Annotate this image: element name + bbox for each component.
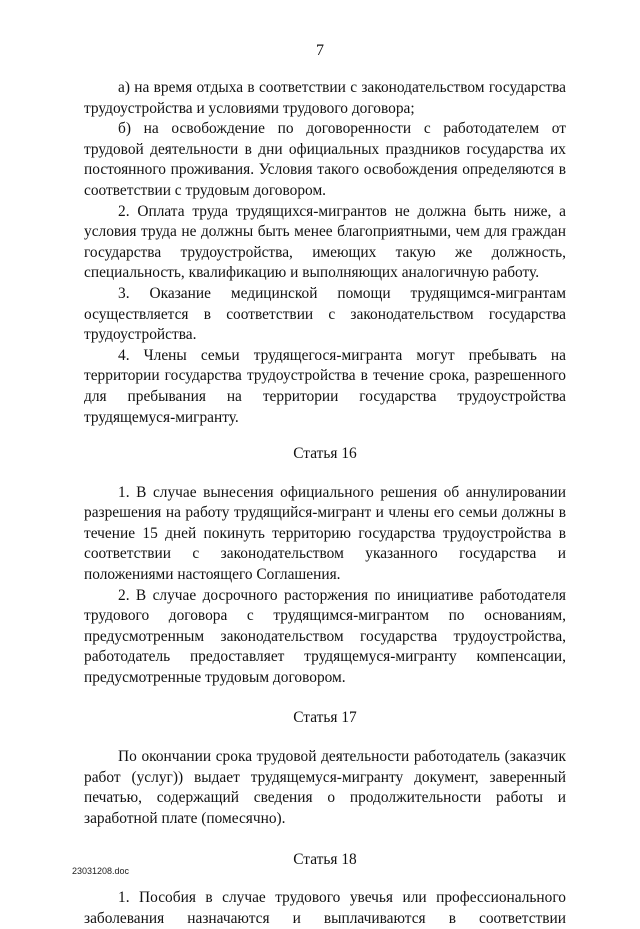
paragraph-a: а) на время отдыха в соответствии с законодательством государства трудоустройства и условиями трудового договора;	[84, 79, 566, 117]
article-17-paragraph-1: По окончании срока трудовой деятельности работодатель (заказчик работ (услуг)) выдает трудящемуся-мигранту документ, заверенный печатью, содержащий сведения о продолжительности работы и заработной плате (помесячно).	[84, 748, 566, 827]
footer-filename: 23031208.doc	[72, 866, 130, 876]
article-18-heading: Статья 18	[293, 850, 357, 868]
paragraph-3: 3. Оказание медицинской помощи трудящимся-мигрантам осуществляется в соответствии с законодательством государства трудоустройства.	[84, 284, 566, 344]
article-17-heading: Статья 17	[293, 708, 357, 726]
page-number: 7	[316, 42, 324, 59]
article-16-paragraph-1: 1. В случае вынесения официального решения об аннулировании разрешения на работу трудящийся-мигрант и члены его семьи должны в течение 15 дней покинуть территорию государства трудоустройства в соответствии с законодательством указанного государства и положениями настоящего Соглашения.	[84, 483, 566, 584]
paragraph-2: 2. Оплата труда трудящихся-мигрантов не должна быть ниже, а условия труда не должны быть менее благоприятными, чем для граждан государства трудоустройства, имеющих такую же должность, специальность, квалификацию и выполняющих аналогичную работу.	[84, 202, 566, 282]
document-body	[84, 78, 566, 929]
article-18-paragraph-1: 1. Пособия в случае трудового увечья или профессионального заболевания назначаются и выплачиваются в соответствии	[84, 889, 566, 927]
article-16-heading: Статья 16	[293, 445, 357, 463]
article-16-paragraph-2: 2. В случае досрочного расторжения по инициативе работодателя трудового договора с трудящимся-мигрантом по основаниям, предусмотренным законодательством государства трудоустройства, работодатель предоставляет трудящемуся-мигранту компенсации, предусмотренные трудовым договором.	[84, 586, 566, 687]
paragraph-b: б) на освобождение по договоренности с работодателем от трудовой деятельности в дни официальных праздников государства их постоянного проживания. Условия такого освобождения определяются в соответствии с трудовым договором.	[84, 120, 566, 199]
paragraph-4: 4. Члены семьи трудящегося-мигранта могут пребывать на территории государства трудоустройства в течение срока, разрешенного для пребывания на территории государства трудоустройства трудящемуся-мигранту.	[84, 346, 566, 426]
